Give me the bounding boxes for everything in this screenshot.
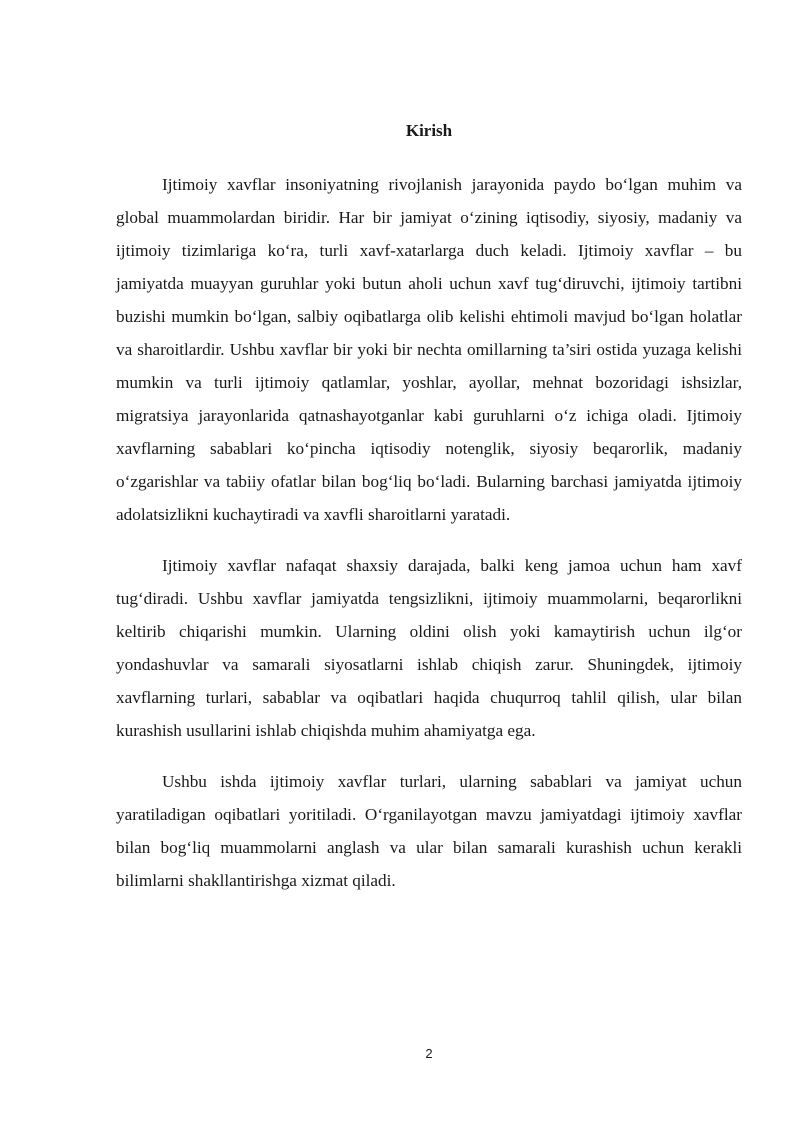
page-number: 2	[425, 1046, 433, 1061]
body-text	[116, 168, 742, 915]
paragraph-3: Ushbu ishda ijtimoiy xavflar turlari, ularning sabablari va jamiyat uchun yaratiladigan oqibatlari yoritiladi. O‘rganilayotgan mavzu jamiyatdagi ijtimoiy xavflar bilan bog‘liq muammolarni anglash va ular bilan samarali kurashish uchun kerakli bilimlarni shakllantirishga xizmat qiladi.	[116, 772, 742, 890]
paragraph-1: Ijtimoiy xavflar insoniyatning rivojlanish jarayonida paydo bo‘lgan muhim va global muammolardan biridir. Har bir jamiyat o‘zining iqtisodiy, siyosiy, madaniy va ijtimoiy tizimlariga ko‘ra, turli xavf-xatarlarga duch keladi. Ijtimoiy xavflar – bu jamiyatda muayyan guruhlar yoki butun aholi uchun xavf tug‘diruvchi, ijtimoiy tartibni buzishi mumkin bo‘lgan, salbiy oqibatlarga olib kelishi ehtimoli mavjud bo‘lgan holatlar va sharoitlardir. Ushbu xavflar bir yoki bir nechta omillarning ta’siri ostida yuzaga kelishi mumkin va turli ijtimoiy qatlamlar, yoshlar, ayollar, mehnat bozoridagi ishsizlar, migratsiya jarayonlarida qatnashayotganlar kabi guruhlarni o‘z ichiga oladi. Ijtimoiy xavflarning sabablari ko‘pincha iqtisodiy notenglik, siyosiy beqarorlik, madaniy o‘zgarishlar va tabiiy ofatlar bilan bog‘liq bo‘ladi. Bularning barchasi jamiyatda ijtimoiy adolatsizlikni kuchaytiradi va xavfli sharoitlarni yaratadi.	[116, 175, 742, 524]
section-title: Kirish	[405, 121, 453, 140]
paragraph-2: Ijtimoiy xavflar nafaqat shaxsiy darajada, balki keng jamoa uchun ham xavf tug‘diradi. Ushbu xavflar jamiyatda tengsizlikni, ijtimoiy muammolarni, beqarorlikni keltirib chiqarishi mumkin. Ularning oldini olish yoki kamaytirish uchun ilg‘or yondashuvlar va samarali siyosatlarni ishlab chiqish zarur. Shuningdek, ijtimoiy xavflarning turlari, sabablar va oqibatlari haqida chuqurroq tahlil qilish, ular bilan kurashish usullarini ishlab chiqishda muhim ahamiyatga ega.	[116, 556, 742, 740]
